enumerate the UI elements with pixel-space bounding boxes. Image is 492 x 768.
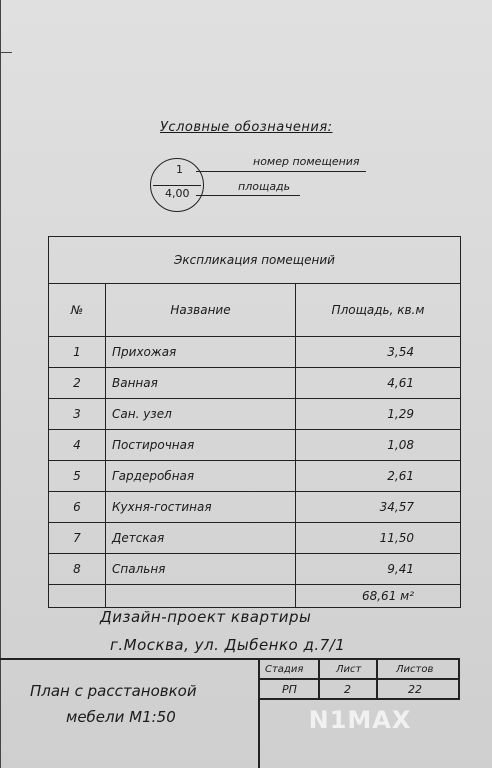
stamp-sheet-value: 2	[344, 683, 351, 696]
project-address: г.Москва, ул. Дыбенко д.7/1	[110, 636, 346, 654]
stamp-stage-label: Стадия	[265, 664, 304, 675]
sheet-title-line2: мебели М1:50	[66, 708, 176, 726]
row-area: 2,61	[296, 461, 461, 492]
row-number: 3	[49, 399, 106, 430]
row-area: 34,57	[296, 492, 461, 523]
row-number: 8	[49, 554, 106, 585]
total-empty-cell	[106, 585, 296, 608]
row-area: 4,61	[296, 368, 461, 399]
table-row	[49, 523, 461, 554]
row-name: Кухня-гостиная	[106, 492, 296, 523]
row-number: 1	[49, 337, 106, 368]
stamp-line-mid	[258, 678, 460, 680]
stamp-line-vertical	[258, 658, 260, 768]
legend-area-example: 4,00	[165, 187, 190, 200]
row-name: Прихожая	[106, 337, 296, 368]
frame-border-left	[0, 0, 1, 768]
table-caption: Экспликация помещений	[49, 237, 461, 284]
watermark-logo: N1MAX	[308, 706, 412, 734]
stamp-sheets-value: 22	[408, 683, 422, 696]
header-number: №	[49, 284, 106, 337]
table-row	[49, 399, 461, 430]
row-name: Детская	[106, 523, 296, 554]
legend-room-number-example: 1	[176, 163, 183, 176]
legend-title: Условные обозначения:	[160, 120, 333, 135]
table-row	[49, 461, 461, 492]
table-row	[49, 337, 461, 368]
legend-leader-line-area	[196, 195, 300, 196]
row-name: Гардеробная	[106, 461, 296, 492]
row-name: Сан. узел	[106, 399, 296, 430]
header-area: Площадь, кв.м	[296, 284, 461, 337]
row-number: 5	[49, 461, 106, 492]
sheet-title-line1: План с расстановкой	[30, 682, 197, 700]
row-area: 9,41	[296, 554, 461, 585]
row-name: Ванная	[106, 368, 296, 399]
project-title: Дизайн-проект квартиры	[100, 608, 312, 626]
header-name: Название	[106, 284, 296, 337]
legend-area-label: площадь	[238, 180, 291, 193]
table-total-row	[49, 585, 461, 608]
stamp-sheet-label: Лист	[336, 664, 362, 675]
frame-tick	[0, 52, 12, 53]
row-name: Постирочная	[106, 430, 296, 461]
row-area: 11,50	[296, 523, 461, 554]
room-explication-table	[48, 236, 461, 608]
stamp-sheets-label: Листов	[396, 664, 434, 675]
row-area: 1,29	[296, 399, 461, 430]
table-row	[49, 430, 461, 461]
total-empty-cell	[49, 585, 106, 608]
table-row	[49, 368, 461, 399]
row-number: 4	[49, 430, 106, 461]
row-name: Спальня	[106, 554, 296, 585]
table-row	[49, 492, 461, 523]
row-number: 7	[49, 523, 106, 554]
stamp-line-bottom	[258, 698, 460, 700]
row-area: 3,54	[296, 337, 461, 368]
stamp-line-top	[0, 658, 460, 660]
row-number: 6	[49, 492, 106, 523]
legend-symbol-divider	[153, 185, 201, 186]
row-number: 2	[49, 368, 106, 399]
total-area: 68,61 м²	[296, 585, 461, 608]
legend-leader-line-number	[196, 171, 366, 172]
row-area: 1,08	[296, 430, 461, 461]
table-row	[49, 554, 461, 585]
stamp-stage-value: РП	[282, 683, 297, 696]
legend-room-number-label: номер помещения	[253, 155, 360, 168]
